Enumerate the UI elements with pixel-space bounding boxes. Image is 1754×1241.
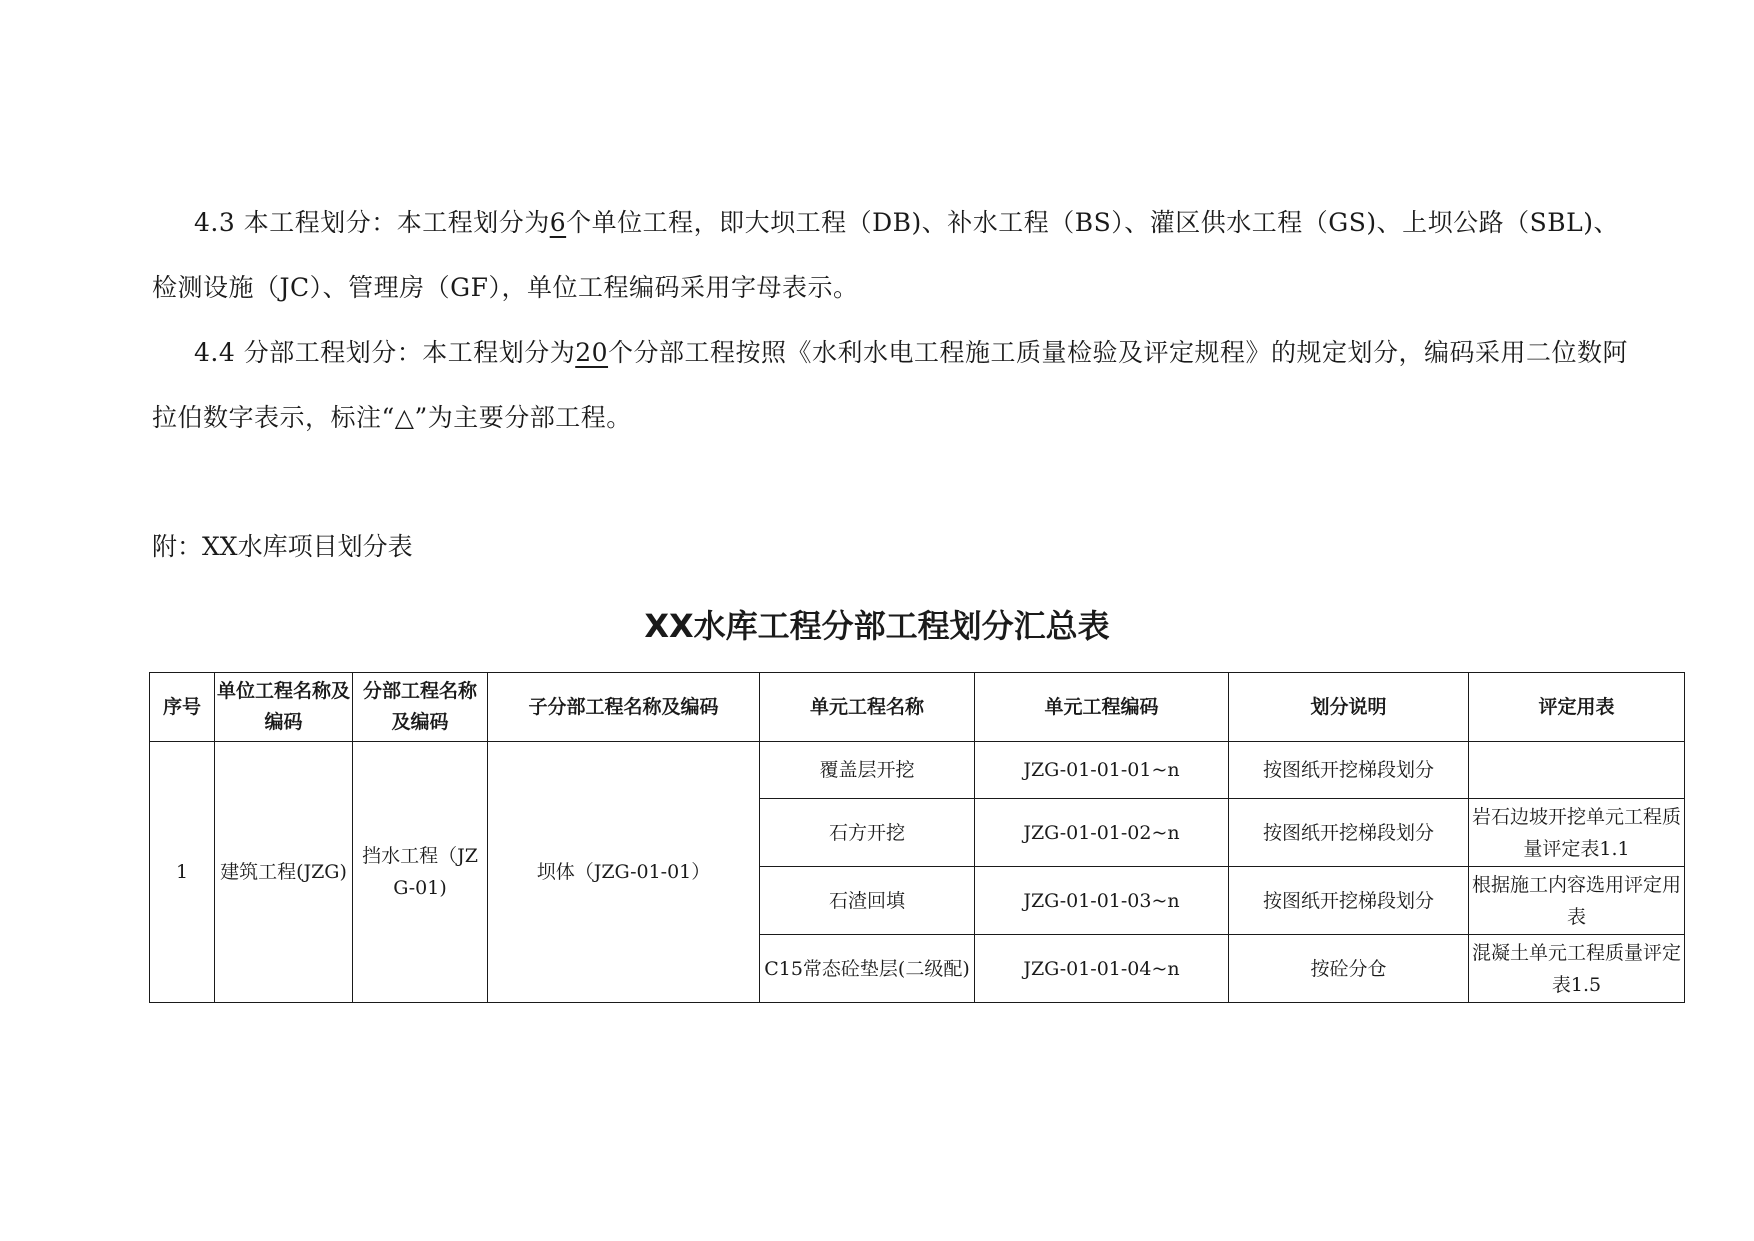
cell-element-name: 石渣回填 — [760, 867, 975, 935]
cell-element-name: 覆盖层开挖 — [760, 742, 975, 799]
cell-form: 岩石边坡开挖单元工程质量评定表1.1 — [1469, 799, 1685, 867]
section-4-3-paragraph — [152, 190, 1632, 320]
header-cell-subdivision: 子分部工程名称及编码 — [488, 673, 760, 742]
header-cell-note: 划分说明 — [1229, 673, 1469, 742]
cell-form: 混凝土单元工程质量评定表1.5 — [1469, 935, 1685, 1003]
table-row — [150, 742, 1685, 799]
division-count-underlined: 20 — [575, 338, 609, 367]
cell-form: 根据施工内容选用评定用表 — [1469, 867, 1685, 935]
header-cell-element-code: 单元工程编码 — [975, 673, 1229, 742]
cell-note: 按图纸开挖梯段划分 — [1229, 867, 1469, 935]
attachment-label: 附：XX水库项目划分表 — [152, 532, 413, 561]
cell-element-code: JZG-01-01-03~n — [975, 867, 1229, 935]
cell-element-name: C15常态砼垫层(二级配) — [760, 935, 975, 1003]
header-cell-division: 分部工程名称及编码 — [353, 673, 488, 742]
cell-no: 1 — [150, 742, 215, 1003]
table-header-row — [150, 673, 1685, 742]
header-cell-unit: 单位工程名称及编码 — [215, 673, 353, 742]
cell-element-code: JZG-01-01-01~n — [975, 742, 1229, 799]
cell-element-code: JZG-01-01-02~n — [975, 799, 1229, 867]
cell-subdivision: 坝体（JZG-01-01） — [488, 742, 760, 1003]
paragraph-text-after: 个分部工程按照《水利水电工程施工质量检验及评定规程》的规定划分，编码采用二位数阿拉伯数字表示，标注“△”为主要分部工程。 — [152, 338, 1629, 432]
paragraph-text-before: 4.4 分部工程划分：本工程划分为 — [194, 338, 576, 367]
cell-element-code: JZG-01-01-04~n — [975, 935, 1229, 1003]
cell-note: 按砼分仓 — [1229, 935, 1469, 1003]
unit-count-underlined: 6 — [549, 208, 567, 237]
paragraph-text-before: 4.3 本工程划分：本工程划分为 — [194, 208, 550, 237]
header-cell-no: 序号 — [150, 673, 215, 742]
cell-form — [1469, 742, 1685, 799]
table-title: XX水库工程分部工程划分汇总表 — [644, 607, 1110, 645]
section-4-4-paragraph — [152, 320, 1632, 450]
header-cell-element-name: 单元工程名称 — [760, 673, 975, 742]
division-summary-table — [149, 672, 1685, 1003]
cell-note: 按图纸开挖梯段划分 — [1229, 799, 1469, 867]
cell-note: 按图纸开挖梯段划分 — [1229, 742, 1469, 799]
header-cell-form: 评定用表 — [1469, 673, 1685, 742]
cell-division: 挡水工程（JZG-01) — [353, 742, 488, 1003]
cell-unit: 建筑工程(JZG) — [215, 742, 353, 1003]
cell-element-name: 石方开挖 — [760, 799, 975, 867]
paragraph-text-after: 个单位工程，即大坝工程（DB)、补水工程（BS）、灌区供水工程（GS)、上坝公路（SBL)、检测设施（JC）、管理房（GF），单位工程编码采用字母表示。 — [152, 208, 1619, 302]
